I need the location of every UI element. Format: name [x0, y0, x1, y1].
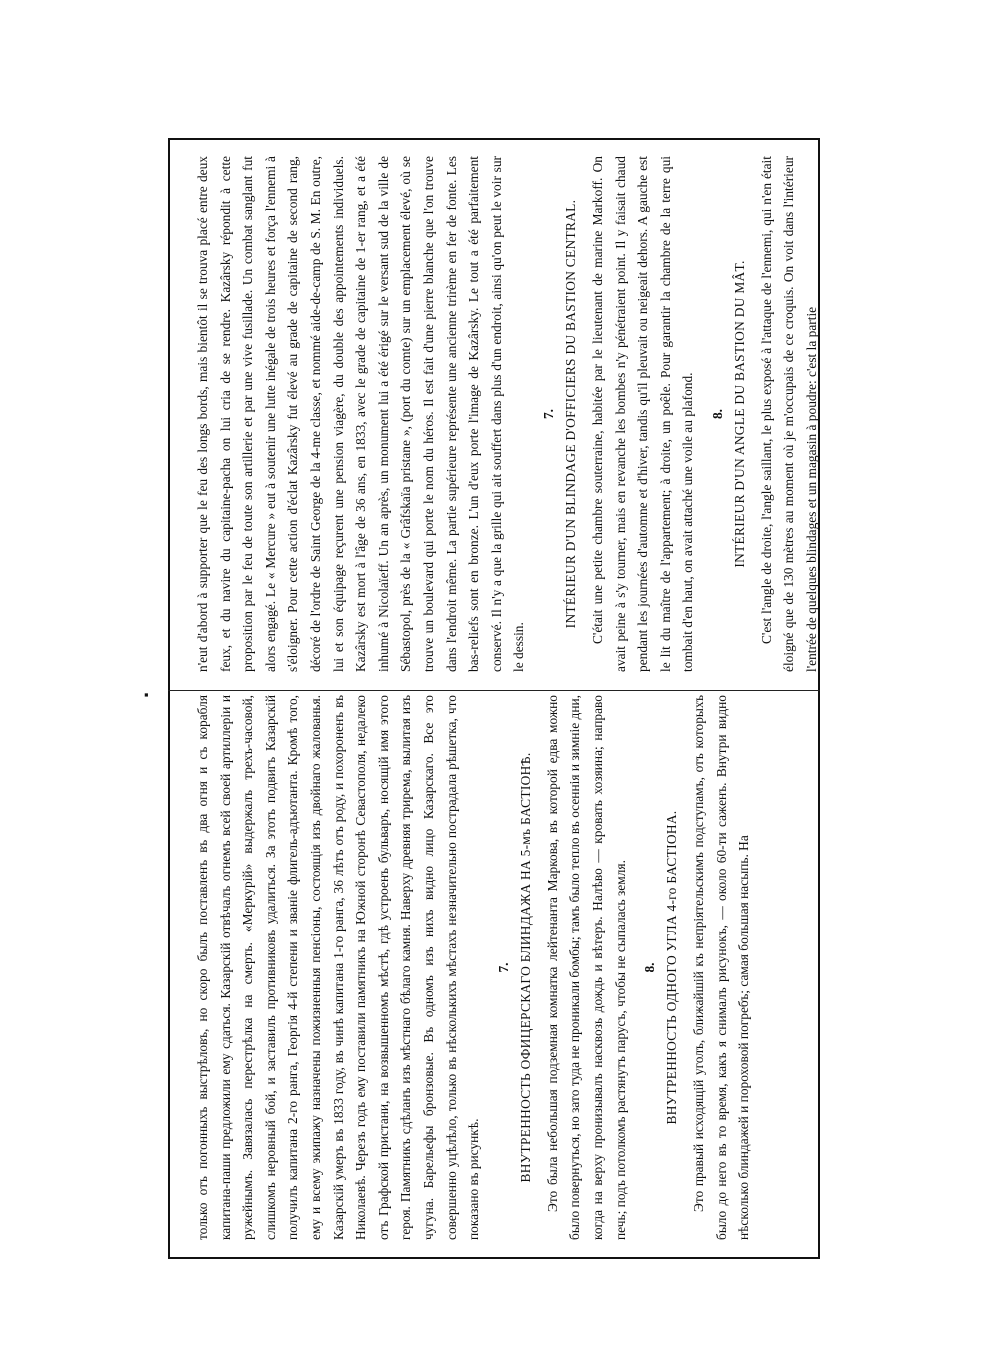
french-section-7-number: 7.: [540, 408, 556, 420]
russian-section-7-heading: ВНУТРЕННОСТЬ ОФИЦЕРСКАГО БЛИНДАЖА НА 5-мъ БАСТІОНѢ.: [517, 752, 533, 1183]
column-divider: [168, 690, 820, 691]
russian-intro: только отъ погонныхъ выстрѣловъ, но скоро былъ поставленъ въ два огня и съ корабля капитана-паши предложили ему сдаться. Казарскій отвѣчалъ огнемъ всей своей артиллеріи и ружейнымъ. Завязалась перестрѣлка на смерть. «Меркурій» выдержалъ трехъ-часовой, слишкомъ неровный бой, и заставилъ противниковъ удалиться. За этотъ подвигъ Казарскій получилъ капитана 2-го ранга, Георгія 4-й степени и званіе флигель-адъютанта. Кромѣ того, ему и всему экипажу назначены пожизненныя пенсіоны, состоящія изъ двойнаго жалованья. Казарскій умеръ въ 1833 году, въ чинѣ капитана 1-го ранга, 36 лѣтъ отъ роду, и похороненъ въ Николаевѣ. Черезъ годъ ему поставили памятникъ на Южной сторонѣ Севастополя, недалеко отъ Графской пристани, на возвышенномъ мѣстѣ, гдѣ устроенъ бульваръ, носящій имя этого героя. Памятникъ сдѣланъ изъ мѣстнаго бѣлаго камня. Наверху древняя трирема, вылитая изъ чугуна. Барельефы бронзовые. Въ одномъ изъ нихъ видно лицо Казарскаго. Все это совершенно уцѣлѣло, только въ нѣсколькихъ мѣстахъ незначительно пострадала рѣшетка, что показано въ рисункѣ.: [195, 695, 482, 1240]
russian-section-7-text: Это была небольшая подземная комнатка лейтенанта Маркова, въ которой едва можно было повернуться, но зато туда не проникали бомбы; тамъ было тепло въ осеннія и зимніе дни, когда на верху пронизывалъ насквозь дождь и вѣтеръ. Налѣво — кровать хозяина; направо печь; подъ потолкомъ растянутъ парусъ, чтобы не сыпалась земля.: [544, 695, 628, 1240]
russian-column: [192, 695, 802, 1240]
french-section-7-text: C'était une petite chambre souterraine, habitée par le lieutenant de marine Markoff. On avait peine à s'y tourner, mais en revanche les bombes n'y pénétraient point. Il y faisait chaud pendant les journées d'automne et d'hiver, tandis qu'il pleuvait ou neigeait dehors. A gauche est le lit du maître de l'appartement; à droite, un poêle. Pour garantir la chambre de la terre qui tombait d'en haut, on avait attaché une voile au plafond.: [589, 156, 696, 672]
french-section-8-number: 8.: [709, 408, 725, 420]
french-section-8-text: C'est l'angle de droite, l'angle saillant, le plus exposé à l'attaque de l'ennemi, qui n'en était éloigné que de 130 mètres au moment où je m'occupais de ce croquis. On voit dans l'intérieur l'entrée de quelques blindages et un magasin à poudre: c'est la partie: [758, 156, 820, 672]
french-column: [192, 156, 820, 672]
ink-mark: ▪: [144, 687, 149, 702]
french-intro: n'eut d'abord à supporter que le feu des longs bords, mais bientôt il se trouva placé entre deux feux, et du navire du capitaine-pacha on lui cria de se rendre. Kazârsky répondit à cette proposition par le feu de toute son artillerie et par une vive fusillade. Un combat sanglant fut alors engagé. Le « Mercure » eut à soutenir une lutte inégale de trois heures et força l'ennemi à s'éloigner. Pour cette action d'éclat Kazârsky fut élevé au grade de capitaine de second rang, décoré de l'ordre de Saint George de la 4-me classe, et nommé aide-de-camp de S. M. En outre, lui et son équipage reçurent une pension viagère, du double des appointements individuels. Kazârsky est mort à l'âge de 36 ans, en 1833, avec le grade de capitaine de 1-er rang, et a été inhumé à Nicolaïeff. Un an après, un monument lui a été érigé sur le versant sud de la ville de Sébastopol, près de la « Grâfskaïa pristane », (port du comte) sur un emplacement élevé, où se trouve un boulevard qui porte le nom du héros. Il est fait d'une pierre blanche que l'on trouve dans l'endroit même. La partie supérieure représente une ancienne trirème en fer de fonte. Les bas-reliefs sont en bronze. L'un d'eux porte l'image de Kazârsky. Le tout a été parfaitement conservé. Il n'y a que la grille qui ait souffert dans plus d'un endroit, ainsi qu'on peut le voir sur le dessin.: [195, 156, 527, 672]
russian-section-8-text: Это правый исходящій уголъ, ближайшій къ непріятельскимъ подступамъ, отъ которыхъ было до него въ то время, какъ я снималъ рисунокъ, — около 60-ти саженъ. Внутри видно нѣсколько блиндажей и пороховой погребъ; самая большая насыпь. На: [691, 695, 752, 1240]
russian-section-8-number: 8.: [642, 962, 658, 973]
french-section-8-heading: INTÉRIEUR D'UN ANGLE DU BASTION DU MÂT.: [731, 260, 747, 568]
russian-section-8-heading: ВНУТРЕННОСТЬ ОДНОГО УГЛА 4-го БАСТІОНА.: [664, 810, 680, 1125]
french-section-7-heading: INTÉRIEUR D'UN BLINDAGE D'OFFICIERS DU BASTION CENTRAL.: [562, 199, 578, 629]
russian-section-7-number: 7.: [495, 962, 511, 973]
